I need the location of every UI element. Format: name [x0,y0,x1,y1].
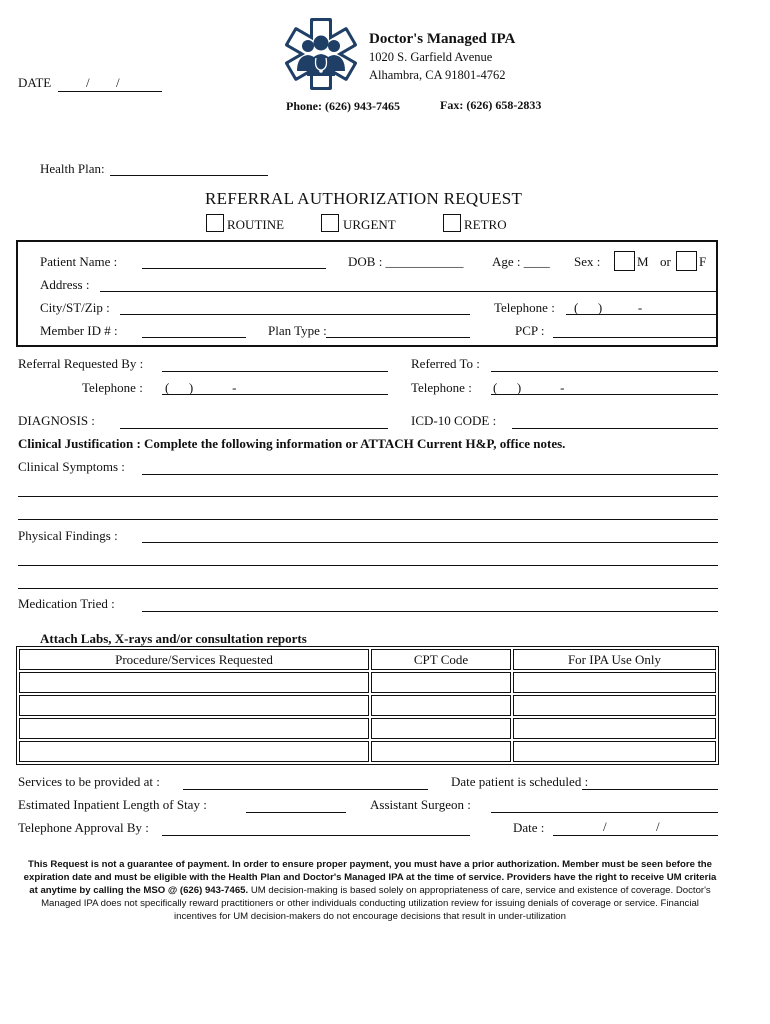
medication-tried-label: Medication Tried : [18,596,115,611]
procedure-cell[interactable] [19,672,369,693]
patient-name-input[interactable] [142,268,326,269]
cpt-code-cell[interactable] [371,741,511,762]
retro-checkbox[interactable] [443,214,461,232]
age-field[interactable]: Age : ____ [492,254,550,269]
table-header-row [19,649,716,670]
approval-date-slash-1: / [603,819,607,834]
organization-name: Doctor's Managed IPA [369,31,516,47]
icd-code-label: ICD-10 CODE : [411,413,497,428]
services-provided-at-input[interactable] [183,789,428,790]
urgent-label: URGENT [343,217,396,232]
referred-to-label: Referred To : [411,356,480,371]
health-plan-input[interactable] [110,175,268,176]
table-row [19,695,716,716]
services-provided-at-label: Services to be provided at : [18,774,160,789]
sex-female-checkbox[interactable] [676,251,697,271]
approval-date-input[interactable] [553,835,718,836]
sex-or-label: or [660,254,671,269]
form-title: REFERRAL AUTHORIZATION REQUEST [205,189,523,208]
telephone-approval-label: Telephone Approval By : [18,820,149,835]
address-input[interactable] [100,291,716,292]
date-slash-2: / [116,75,120,90]
address-line-1: 1020 S. Garfield Avenue [369,50,493,64]
procedure-cell[interactable] [19,718,369,739]
referred-to-telephone-line [491,394,718,395]
ipa-use-cell[interactable] [513,695,716,716]
clinical-symptoms-input[interactable] [142,474,718,475]
referral-requested-by-label: Referral Requested By : [18,356,144,371]
requester-telephone-line [162,394,388,395]
fax-number: Fax: (626) 658-2833 [440,98,542,112]
physical-findings-label: Physical Findings : [18,528,118,543]
payment-disclaimer [20,858,720,923]
assistant-surgeon-input[interactable] [491,812,718,813]
diagnosis-input[interactable] [120,428,388,429]
requester-telephone-input[interactable]: ( ) - [165,380,237,395]
date-input[interactable] [58,91,162,92]
health-plan-label: Health Plan: [40,161,105,176]
disclaimer-normal-text: UM decision-making is based solely on appropriateness of care, service and existence of coverage. Doctor's Managed IPA does not specifically reward practitioners or other individuals conducting utilization review for issuing denials of coverage or service. Financial incentives for UM decision-makers do not encourage decisions that result in under-utilization [41,885,711,922]
ipa-use-cell[interactable] [513,741,716,762]
physical-findings-input[interactable] [142,542,718,543]
referred-to-input[interactable] [491,371,718,372]
pcp-label: PCP : [515,323,545,338]
clinical-symptoms-line-2[interactable] [18,496,718,497]
retro-label: RETRO [464,217,507,232]
disclaimer-bold-text: This Request is not a guarantee of payment. In order to ensure proper payment, you must have a prior authorization. Member must be seen before the expiration date and must be eligible with the Health Plan and Doctor's Managed IPA at the time of service. Providers have the right to receive UM criteria at anytime by calling the MSO @ (626) 943-7465. [23,859,717,896]
procedures-table [16,646,719,765]
table-row [19,672,716,693]
referred-to-telephone-label: Telephone : [411,380,472,395]
pcp-input[interactable] [553,337,716,338]
table-row [19,718,716,739]
procedure-column-header: Procedure/Services Requested [19,649,369,670]
length-of-stay-label: Estimated Inpatient Length of Stay : [18,797,207,812]
diagnosis-label: DIAGNOSIS : [18,413,95,428]
city-state-zip-input[interactable] [120,314,470,315]
ipa-use-column-header: For IPA Use Only [513,649,716,670]
dob-field[interactable]: DOB : ____________ [348,254,464,269]
icd-code-input[interactable] [512,428,718,429]
sex-male-checkbox[interactable] [614,251,635,271]
patient-telephone-input[interactable]: ( ) - [574,300,643,315]
plan-type-label: Plan Type : [268,323,327,338]
organization-logo [284,16,358,92]
routine-label: ROUTINE [227,217,285,232]
cpt-code-cell[interactable] [371,695,511,716]
routine-checkbox[interactable] [206,214,224,232]
patient-telephone-label: Telephone : [494,300,555,315]
ipa-use-cell[interactable] [513,718,716,739]
assistant-surgeon-label: Assistant Surgeon : [370,797,471,812]
urgent-checkbox[interactable] [321,214,339,232]
address-line-2: Alhambra, CA 91801-4762 [369,68,506,82]
date-slash-1: / [86,75,90,90]
cpt-code-column-header: CPT Code [371,649,511,670]
clinical-symptoms-label: Clinical Symptoms : [18,459,125,474]
physical-findings-line-3[interactable] [18,588,718,589]
phone-number: Phone: (626) 943-7465 [286,99,400,113]
approval-date-label: Date : [513,820,545,835]
address-label: Address : [40,277,90,292]
approval-date-slash-2: / [656,819,660,834]
date-label: DATE [18,75,52,90]
clinical-symptoms-line-3[interactable] [18,519,718,520]
table-row [19,741,716,762]
physical-findings-line-2[interactable] [18,565,718,566]
date-scheduled-input[interactable] [582,789,718,790]
medication-tried-input[interactable] [142,611,718,612]
patient-telephone-line [566,314,716,315]
procedure-cell[interactable] [19,741,369,762]
cpt-code-cell[interactable] [371,718,511,739]
referred-to-telephone-input[interactable]: ( ) - [493,380,565,395]
patient-name-label: Patient Name : [40,254,118,269]
attach-reports-note: Attach Labs, X-rays and/or consultation reports [40,631,307,646]
cpt-code-cell[interactable] [371,672,511,693]
star-of-life-doctors-logo-icon [284,16,358,92]
ipa-use-cell[interactable] [513,672,716,693]
telephone-approval-input[interactable] [162,835,470,836]
sex-male-label: M [637,254,649,269]
sex-female-label: F [699,254,707,269]
member-id-input[interactable] [142,337,246,338]
city-state-zip-label: City/ST/Zip : [40,300,110,315]
member-id-label: Member ID # : [40,323,118,338]
referral-requested-by-input[interactable] [162,371,388,372]
requester-telephone-label: Telephone : [82,380,143,395]
procedure-cell[interactable] [19,695,369,716]
length-of-stay-input[interactable] [246,812,346,813]
date-scheduled-label: Date patient is scheduled : [451,774,589,789]
plan-type-input[interactable] [326,337,470,338]
clinical-justification-heading: Clinical Justification : Complete the following information or ATTACH Current H&P, office notes. [18,436,566,451]
sex-label: Sex : [574,254,601,269]
